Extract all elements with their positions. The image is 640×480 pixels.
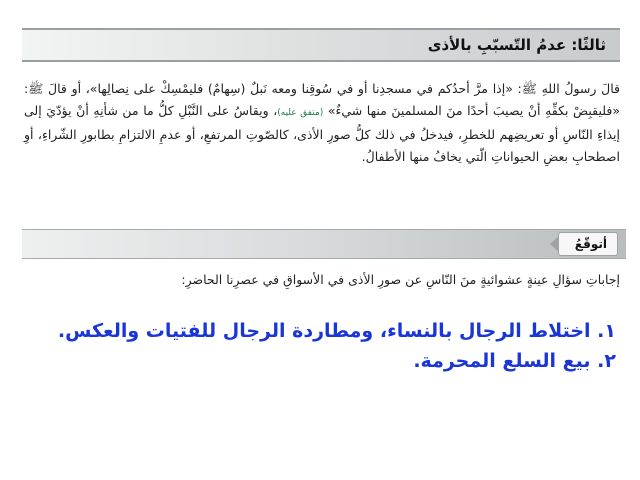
expect-tab (558, 232, 618, 256)
expect-header-bar (22, 229, 626, 259)
paragraph-text-start: قالَ رسولُ اللهِ ﷺ: «إذا مرَّ أحدُكم في مسجدِنا أو في سُوقِنا ومعه نَبلٌ (سِهامٌ) فليمْسِكْ على نِصالِها»، أو قالَ ﷺ: «فليقبِضْ بكفِّهِ أنْ يصيبَ أحدًا منَ المسلمينَ منها شيءٌ» (24, 81, 620, 118)
section-title: ثالثًا: عدمُ التّسبّبِ بالأذى (427, 36, 606, 54)
answers-list (14, 316, 616, 376)
hadith-paragraph (24, 78, 620, 168)
paragraph-text-end: ، ويقاسُ على النَّبْلِ كلُّ ما من شأنِهِ أنْ يؤدّيَ إلى إيذاءِ النّاسِ أو تعريضِهم للخطرِ، فيدخلُ في ذلك كلُّ صورِ الأذى، كالصّوتِ المرتفعِ، أو عدمِ الالتزامِ بطابورِ الشّراءِ، أوِ اصطحابِ بعضِ الحيواناتِ الّتي يخافُ منها الأطفالُ. (24, 103, 620, 164)
answer-item: ٢. بيع السلع المحرمة. (413, 350, 616, 372)
expect-label: أتوقّعُ (574, 237, 607, 251)
answer-item: ١. اختلاط الرجال بالنساء، ومطاردة الرجال للفتيات والعكس. (57, 320, 616, 342)
hadith-reference: (متفق عليه) (277, 108, 324, 118)
question-text: إجاباتِ سؤالِ عينةٍ عشوائيةٍ منَ النّاسِ عن صورِ الأذى في الأسواقِ في عصرِنا الحاضرِ: (181, 272, 620, 287)
section-header-bar (22, 28, 620, 62)
